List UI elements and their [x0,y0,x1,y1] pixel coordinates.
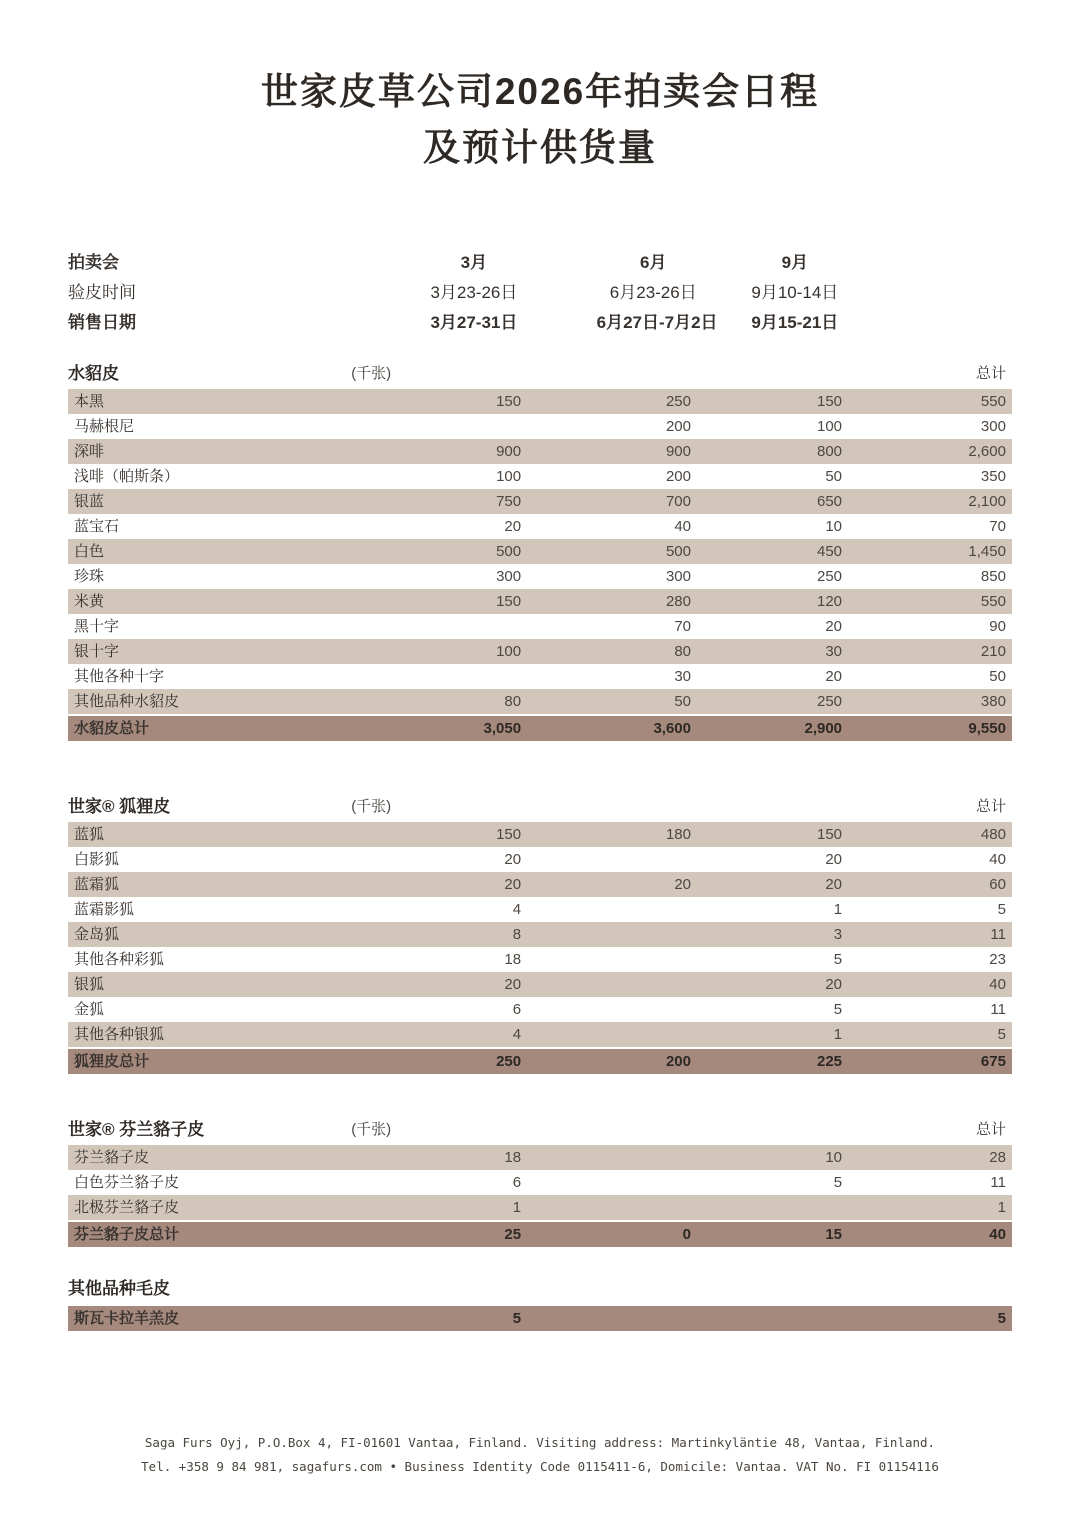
mink-row-5-value-col3: 10 [825,518,843,535]
fox-row-2-label: 蓝霜狐 [74,876,120,893]
mink-row-10-value-col4: 210 [980,643,1006,660]
schedule-row-2 [68,308,1012,338]
mink-row-8-value-col1: 150 [496,593,522,610]
fox-total-row-value-col4: 675 [980,1053,1006,1070]
schedule-row-0 [68,248,1012,278]
fox-row-5-value-col3: 5 [833,951,843,968]
schedule-value-col2: 6月23-26日 [609,283,697,302]
mink-row-5-value-col4: 70 [989,518,1006,535]
mink-row-12 [68,689,1012,714]
finnraccoon-total-header: 总计 [975,1121,1006,1138]
finnraccoon-total-row-value-col1: 25 [504,1226,522,1243]
mink-row-0-label: 本黑 [74,393,105,410]
mink-row-3-value-col1: 100 [496,468,522,485]
fox-row-0-value-col1: 150 [496,826,522,843]
finnraccoon-row-0-label: 芬兰貉子皮 [74,1149,150,1166]
fox-row-1-value-col1: 20 [504,851,522,868]
fox-row-2-value-col2: 20 [674,876,691,893]
schedule-row-label: 拍卖会 [68,253,119,272]
mink-row-9-value-col2: 70 [674,618,691,635]
mink-row-9-value-col1 [351,614,521,639]
fox-total-row-value-col2: 200 [665,1053,691,1070]
fox-unit-label: (千张) [351,798,392,815]
schedule-value-col1: 3月23-26日 [430,283,518,302]
finnraccoon-section-header [68,1114,1012,1142]
finnraccoon-total-row [68,1220,1012,1247]
mink-row-11 [68,664,1012,689]
schedule-value-col3: 9月10-14日 [751,283,839,302]
schedule-value-col3: 9月 [781,253,809,272]
schedule-row-label: 验皮时间 [68,283,136,302]
other-total-row-value-col1: 5 [512,1310,522,1327]
finnraccoon-unit-label: (千张) [351,1121,392,1138]
mink-total-row [68,714,1012,741]
other-rows [68,1304,1012,1331]
schedule-value-col3: 9月15-21日 [751,313,839,332]
finnraccoon-row-0 [68,1145,1012,1170]
finnraccoon-total-row-value-col3: 15 [825,1226,843,1243]
mink-row-8-value-col3: 120 [817,593,843,610]
other-total-row [68,1304,1012,1331]
mink-row-3-label: 浅啡（帕斯条） [74,468,180,485]
fox-row-3-value-col2 [521,897,691,922]
mink-row-8-value-col4: 550 [980,593,1006,610]
mink-row-6-value-col1: 500 [496,543,522,560]
mink-row-8-value-col2: 280 [665,593,691,610]
finnraccoon-row-0-value-col1: 18 [504,1149,522,1166]
mink-row-9-value-col3: 20 [825,618,843,635]
schedule-row-1 [68,278,1012,308]
fox-row-5-label: 其他各种彩狐 [74,951,165,968]
mink-row-1 [68,414,1012,439]
other-total-row-value-col4: 5 [997,1310,1006,1327]
finnraccoon-row-2-value-col2 [521,1195,691,1220]
fox-row-7 [68,997,1012,1022]
fox-row-6-value-col1: 20 [504,976,522,993]
mink-row-2-value-col1: 900 [496,443,522,460]
mink-row-10 [68,639,1012,664]
mink-row-2 [68,439,1012,464]
fox-row-2-value-col3: 20 [825,876,843,893]
fox-row-2-value-col4: 60 [989,876,1006,893]
fox-total-row-label: 狐狸皮总计 [74,1053,150,1070]
mink-row-10-label: 银十字 [74,643,120,660]
mink-row-1-label: 马赫根尼 [74,418,135,435]
finnraccoon-row-2-value-col3 [691,1195,842,1220]
finnraccoon-row-0-value-col4: 28 [989,1149,1006,1166]
fox-row-8 [68,1022,1012,1047]
fox-row-4-value-col4: 11 [990,926,1006,943]
mink-total-row-value-col3: 2,900 [804,720,843,737]
mink-total-header: 总计 [975,365,1006,382]
other-total-row-value-col3 [691,1306,842,1331]
fox-row-3-value-col1: 4 [512,901,522,918]
other-section-header [68,1273,1012,1301]
fox-row-6-value-col4: 40 [989,976,1006,993]
mink-row-3-value-col4: 350 [980,468,1006,485]
mink-row-3-value-col2: 200 [665,468,691,485]
finnraccoon-total-row-value-col2: 0 [682,1226,691,1243]
mink-row-6-value-col2: 500 [665,543,691,560]
fox-row-0-label: 蓝狐 [74,826,105,843]
mink-row-2-value-col3: 800 [817,443,843,460]
fox-row-5-value-col4: 23 [989,951,1006,968]
fox-row-8-label: 其他各种银狐 [74,1026,165,1043]
mink-row-10-value-col1: 100 [496,643,522,660]
finnraccoon-row-1-value-col3: 5 [833,1174,843,1191]
finnraccoon-row-2-value-col1: 1 [512,1199,522,1216]
mink-row-1-value-col3: 100 [817,418,843,435]
mink-unit-label: (千张) [351,365,392,382]
fox-row-6-value-col2 [521,972,691,997]
finnraccoon-rows [68,1145,1012,1247]
fox-row-3-value-col3: 1 [833,901,843,918]
fox-row-3 [68,897,1012,922]
schedule-value-col2: 6月27日-7月2日 [596,313,718,332]
mink-section [68,358,1012,741]
fox-row-8-value-col2 [521,1022,691,1047]
fox-row-0-value-col3: 150 [817,826,843,843]
fox-row-1-label: 白影狐 [74,851,120,868]
finnraccoon-row-2 [68,1195,1012,1220]
mink-row-11-value-col4: 50 [989,668,1006,685]
mink-section-title: 水貂皮 [68,364,119,383]
other-total-row-value-col2 [521,1306,691,1331]
finnraccoon-row-2-value-col4: 1 [997,1199,1006,1216]
mink-row-12-value-col3: 250 [817,693,843,710]
mink-row-3 [68,464,1012,489]
finnraccoon-row-2-label: 北极芬兰貉子皮 [74,1199,180,1216]
fox-section-title: 世家® 狐狸皮 [68,797,171,816]
mink-row-2-label: 深啡 [74,443,105,460]
other-section [68,1273,1012,1331]
page-title-line2: 及预计供货量 [423,127,657,168]
fox-rows [68,822,1012,1074]
mink-rows [68,389,1012,741]
fox-row-1 [68,847,1012,872]
mink-row-7-value-col3: 250 [817,568,843,585]
mink-row-10-value-col3: 30 [825,643,843,660]
fox-row-4-value-col3: 3 [833,926,843,943]
other-section-title: 其他品种毛皮 [68,1279,170,1298]
mink-row-5-value-col1: 20 [504,518,522,535]
mink-row-1-value-col2: 200 [665,418,691,435]
mink-row-9 [68,614,1012,639]
fox-row-8-value-col3: 1 [833,1026,843,1043]
fox-section [68,791,1012,1074]
mink-row-8-label: 米黄 [74,593,105,610]
finnraccoon-row-1-value-col1: 6 [512,1174,522,1191]
mink-row-6-value-col4: 1,450 [968,543,1006,560]
fox-row-3-value-col4: 5 [997,901,1006,918]
fox-section-header [68,791,1012,819]
mink-row-3-value-col3: 50 [825,468,843,485]
schedule-value-col1: 3月27-31日 [430,313,518,332]
finnraccoon-row-0-value-col3: 10 [825,1149,843,1166]
footer-address-line: Saga Furs Oyj, P.O.Box 4, FI-01601 Vantaa, Finland. Visiting address: Martinkyläntie 48, Vantaa, Finland. [144,1435,936,1450]
mink-row-2-value-col2: 900 [665,443,691,460]
fox-row-4 [68,922,1012,947]
auction-schedule [68,248,1012,338]
fox-row-5-value-col2 [521,947,691,972]
fox-row-7-value-col2 [521,997,691,1022]
schedule-value-col2: 6月 [640,253,667,272]
mink-row-0-value-col2: 250 [665,393,691,410]
mink-row-0-value-col1: 150 [496,393,522,410]
mink-row-7-label: 珍珠 [74,568,105,585]
fox-row-0-value-col2: 180 [665,826,691,843]
finnraccoon-section [68,1114,1012,1247]
mink-row-4-value-col4: 2,100 [968,493,1006,510]
mink-row-8 [68,589,1012,614]
fox-total-row [68,1047,1012,1074]
mink-row-12-label: 其他品种水貂皮 [74,693,180,710]
fox-row-0 [68,822,1012,847]
mink-row-11-value-col3: 20 [825,668,843,685]
fox-row-3-label: 蓝霜影狐 [74,901,135,918]
fox-row-2-value-col1: 20 [504,876,522,893]
schedule-row-label: 销售日期 [68,313,136,332]
finnraccoon-row-1 [68,1170,1012,1195]
mink-row-4 [68,489,1012,514]
mink-row-7-value-col1: 300 [496,568,522,585]
mink-total-row-label: 水貂皮总计 [74,720,150,737]
fox-total-row-value-col1: 250 [496,1053,522,1070]
fox-row-7-label: 金狐 [74,1001,105,1018]
mink-row-7-value-col4: 850 [980,568,1006,585]
footer-contact-line: Tel. +358 9 84 981, sagafurs.com • Business Identity Code 0115411-6, Domicile: Vantaa. VAT No. FI 01154116 [141,1459,939,1474]
fox-row-6 [68,972,1012,997]
fox-total-header: 总计 [975,798,1006,815]
finnraccoon-row-1-value-col4: 11 [990,1174,1006,1191]
fox-row-2 [68,872,1012,897]
mink-row-12-value-col4: 380 [980,693,1006,710]
mink-row-11-value-col2: 30 [674,668,691,685]
mink-row-0 [68,389,1012,414]
other-total-row-label: 斯瓦卡拉羊羔皮 [74,1310,180,1327]
mink-row-5-value-col2: 40 [674,518,691,535]
fox-row-0-value-col4: 480 [980,826,1006,843]
fox-total-row-value-col3: 225 [817,1053,843,1070]
mink-row-0-value-col3: 150 [817,393,843,410]
mink-row-1-value-col4: 300 [980,418,1006,435]
fox-row-4-value-col2 [521,922,691,947]
fox-row-6-value-col3: 20 [825,976,843,993]
mink-total-row-value-col2: 3,600 [653,720,691,737]
fox-row-8-value-col4: 5 [997,1026,1006,1043]
mink-total-row-value-col4: 9,550 [968,720,1006,737]
mink-row-4-value-col1: 750 [496,493,522,510]
mink-row-12-value-col1: 80 [504,693,522,710]
page-footer [68,1431,1012,1479]
finnraccoon-section-title: 世家® 芬兰貉子皮 [68,1120,205,1139]
schedule-spacer [880,308,1012,338]
fox-row-6-label: 银狐 [74,976,105,993]
mink-total-row-value-col1: 3,050 [483,720,522,737]
fox-row-4-value-col1: 8 [512,926,522,943]
fox-row-4-label: 金岛狐 [74,926,120,943]
finnraccoon-row-1-value-col2 [521,1170,691,1195]
mink-row-11-value-col1 [351,664,521,689]
finnraccoon-total-row-label: 芬兰貉子皮总计 [74,1226,180,1243]
finnraccoon-row-0-value-col2 [521,1145,691,1170]
page-title [68,64,1012,176]
fox-row-8-value-col1: 4 [512,1026,522,1043]
mink-row-9-label: 黑十字 [74,618,120,635]
mink-row-9-value-col4: 90 [989,618,1006,635]
fox-row-7-value-col4: 11 [990,1001,1006,1018]
mink-row-12-value-col2: 50 [674,693,691,710]
mink-row-5 [68,514,1012,539]
fox-row-5-value-col1: 18 [504,951,522,968]
schedule-spacer [880,278,1012,308]
mink-row-0-value-col4: 550 [980,393,1006,410]
mink-row-1-value-col1 [351,414,521,439]
mink-row-4-label: 银蓝 [74,493,105,510]
fox-row-5 [68,947,1012,972]
schedule-spacer [880,248,1012,278]
mink-row-6 [68,539,1012,564]
fox-row-1-value-col4: 40 [989,851,1006,868]
supply-tables [68,358,1012,1331]
mink-row-5-label: 蓝宝石 [74,518,120,535]
finnraccoon-row-1-label: 白色芬兰貉子皮 [74,1174,180,1191]
fox-row-1-value-col2 [521,847,691,872]
mink-row-4-value-col3: 650 [817,493,843,510]
mink-section-header [68,358,1012,386]
mink-row-7-value-col2: 300 [665,568,691,585]
mink-row-6-value-col3: 450 [817,543,843,560]
mink-row-2-value-col4: 2,600 [968,443,1006,460]
mink-row-7 [68,564,1012,589]
fox-row-1-value-col3: 20 [825,851,843,868]
mink-row-6-label: 白色 [74,543,105,560]
mink-row-11-label: 其他各种十字 [74,668,165,685]
mink-row-4-value-col2: 700 [665,493,691,510]
finnraccoon-total-row-value-col4: 40 [989,1226,1006,1243]
page-title-line1: 世家皮草公司2026年拍卖会日程 [260,71,820,112]
schedule-value-col1: 3月 [460,253,488,272]
fox-row-7-value-col3: 5 [833,1001,843,1018]
fox-row-7-value-col1: 6 [512,1001,522,1018]
mink-row-10-value-col2: 80 [674,643,691,660]
